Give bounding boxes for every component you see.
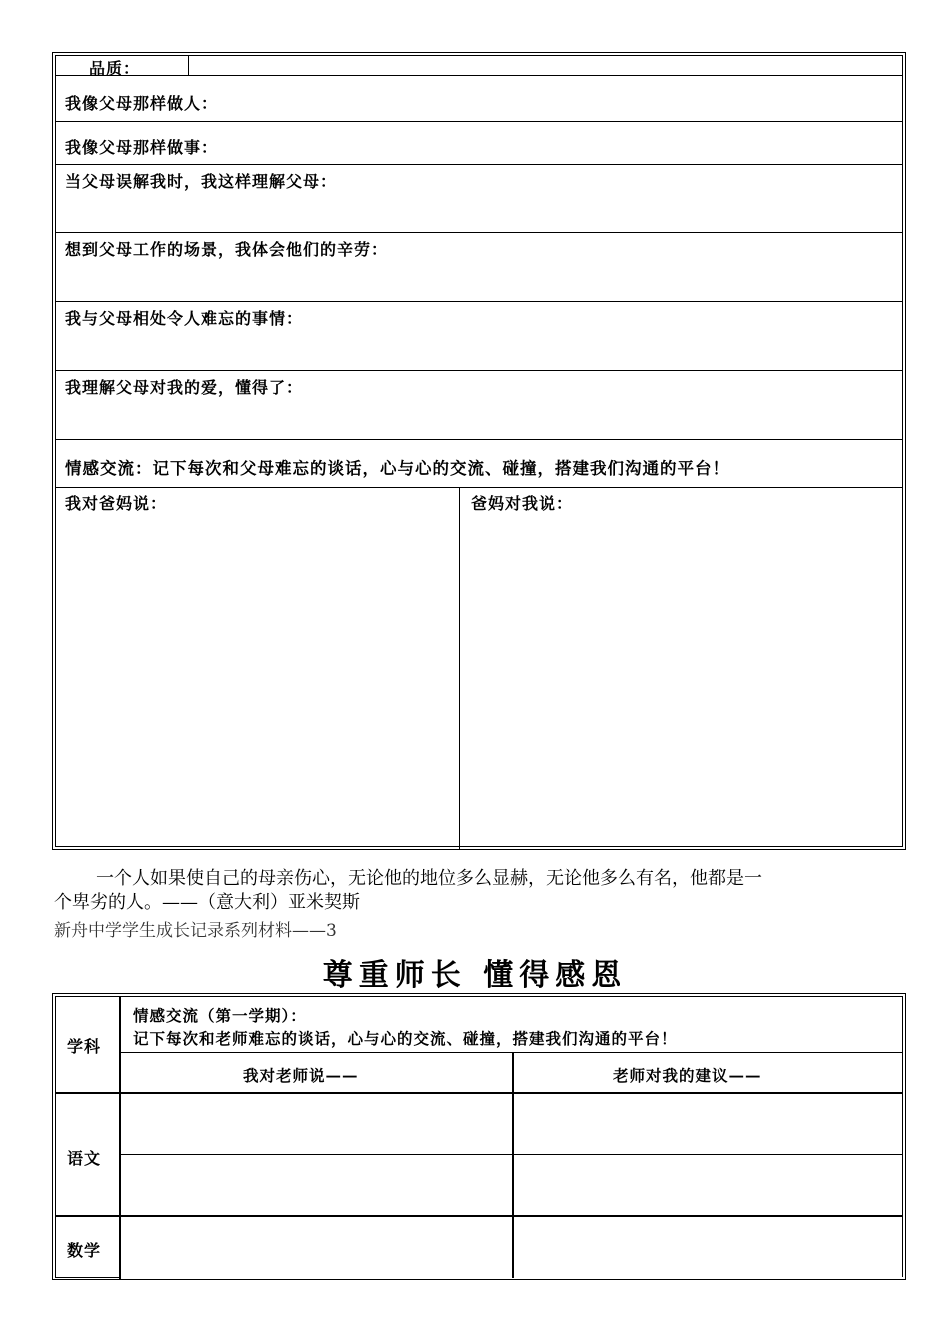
divider	[55, 75, 903, 76]
divider	[55, 301, 903, 302]
divider	[55, 487, 903, 488]
subject-column-divider	[119, 996, 121, 1279]
quote	[54, 867, 914, 915]
divider	[55, 370, 903, 371]
column-divider	[459, 487, 460, 849]
series-subtitle: 新舟中学学生成长记录系列材料——3	[54, 921, 337, 941]
quote-line-1: 一个人如果使自己的母亲伤心，无论他的地位多么显赫，无论他多么有名，他都是一	[96, 868, 762, 889]
divider	[55, 164, 903, 165]
i-say-to-parents-label: 我对爸妈说：	[65, 494, 168, 513]
column-divider	[512, 1052, 514, 1278]
divider	[55, 439, 903, 440]
row-memorable: 我与父母相处令人难忘的事情：	[65, 309, 304, 328]
parents-record-table	[52, 52, 906, 850]
emotion-exchange-label: 情感交流：记下每次和父母难忘的谈话，心与心的交流、碰撞，搭建我们沟通的平台！	[65, 459, 730, 478]
row-be-person: 我像父母那样做人：	[65, 94, 219, 113]
col-i-say-header: 我对老师说——	[243, 1066, 359, 1085]
row-do-things: 我像父母那样做事：	[65, 138, 219, 157]
emotion-desc: 记下每次和老师难忘的谈话，心与心的交流、碰撞，搭建我们沟通的平台！	[133, 1029, 678, 1048]
quote-line-2: 个卑劣的人。——（意大利）亚米契斯	[54, 892, 360, 913]
subject-chinese: 语文	[67, 1149, 102, 1168]
row-misunderstand: 当父母误解我时，我这样理解父母：	[65, 172, 338, 191]
divider	[121, 1154, 903, 1155]
teacher-record-table	[52, 993, 906, 1280]
quality-label: 品质：	[89, 59, 141, 78]
page-title: 尊重师长 懂得感恩	[322, 958, 628, 993]
emotion-title: 情感交流（第一学期）：	[133, 1006, 307, 1025]
divider	[55, 1215, 903, 1217]
subject-header: 学科	[67, 1037, 102, 1056]
row-understand-love: 我理解父母对我的爱，懂得了：	[65, 378, 304, 397]
divider	[55, 232, 903, 233]
header-bottom-divider	[55, 1092, 903, 1094]
parents-say-to-me-label: 爸妈对我说：	[471, 494, 574, 513]
table-bottom-line	[55, 1277, 121, 1278]
subject-math: 数学	[67, 1241, 102, 1260]
quality-divider	[188, 55, 189, 75]
row-work-scene: 想到父母工作的场景，我体会他们的辛劳：	[65, 240, 389, 259]
col-teacher-advice-header: 老师对我的建议——	[613, 1066, 762, 1085]
divider	[55, 121, 903, 122]
